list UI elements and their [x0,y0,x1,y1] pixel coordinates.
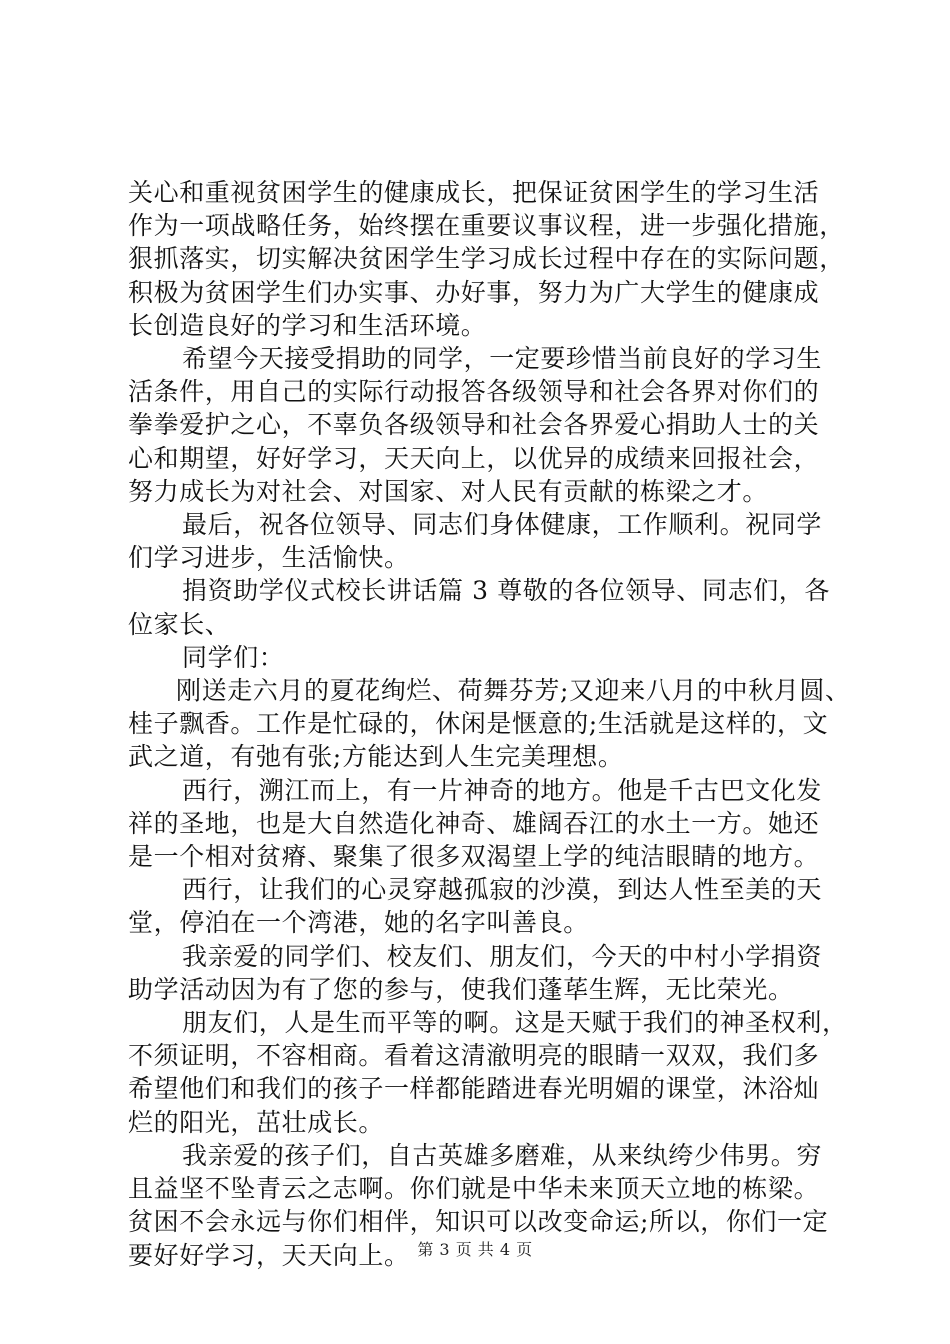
text-line: 我亲爱的孩子们，自古英雄多磨难，从来纨绔少伟男。穷 [182,1140,823,1170]
text-line: 最后，祝各位领导、同志们身体健康，工作顺利。祝同学 [182,510,823,540]
text-line: 桂子飘香。工作是忙碌的，休闲是惬意的;生活就是这样的，文 [128,709,829,739]
text-line: 拳拳爱护之心，不辜负各级领导和社会各界爱心捐助人士的关 [128,410,820,440]
text-line: 捐资助学仪式校长讲话篇 3 尊敬的各位领导、同志们，各 [182,576,831,606]
text-line: 贫困不会永远与你们相伴，知识可以改变命运;所以，你们一定 [128,1207,829,1237]
text-line: 且益坚不坠青云之志啊。你们就是中华未来顶天立地的栋梁。 [128,1174,820,1204]
text-line: 位家长、 [128,609,231,639]
text-line: 努力成长为对社会、对国家、对人民有贡献的栋梁之才。 [128,476,769,506]
text-line: 武之道，有弛有张;方能达到人生完美理想。 [128,742,624,772]
text-line: 西行，让我们的心灵穿越孤寂的沙漠，到达人性至美的天 [182,875,823,905]
text-line: 西行，溯江而上，有一片神奇的地方。他是千古巴文化发 [182,775,823,805]
text-line: 朋友们，人是生而平等的啊。这是天赋于我们的神圣权利， [182,1008,848,1038]
text-line: 堂，停泊在一个湾港，她的名字叫善良。 [128,908,589,938]
text-line: 积极为贫困学生们办实事、办好事，努力为广大学生的健康成 [128,277,820,307]
text-line: 我亲爱的同学们、校友们、朋友们，今天的中村小学捐资 [182,941,823,971]
text-line: 活条件，用自己的实际行动报答各级领导和社会各界对你们的 [128,377,820,407]
text-line: 关心和重视贫困学生的健康成长，把保证贫困学生的学习生活 [128,178,820,207]
text-line: 同学们： [182,642,285,672]
text-line: 是一个相对贫瘠、聚集了很多双渴望上学的纯洁眼睛的地方。 [128,842,820,872]
text-line: 祥的圣地，也是大自然造化神奇、雄阔吞江的水土一方。她还 [128,808,820,838]
text-line: 心和期望，好好学习，天天向上，以优异的成绩来回报社会， [128,443,820,473]
text-line: 希望他们和我们的孩子一样都能踏进春光明媚的课堂，沐浴灿 [128,1074,820,1104]
text-line: 作为一项战略任务，始终摆在重要议事议程，进一步强化措施， [128,211,845,241]
text-line: 长创造良好的学习和生活环境。 [128,310,487,340]
text-line: 烂的阳光，茁壮成长。 [128,1107,385,1137]
text-line: 希望今天接受捐助的同学，一定要珍惜当前良好的学习生 [182,344,823,374]
text-line: 刚送走六月的夏花绚烂、荷舞芬芳;又迎来八月的中秋月圆、 [176,676,851,706]
text-line: 狠抓落实，切实解决贫困学生学习成长过程中存在的实际问题， [128,244,845,274]
document-body [128,176,851,1272]
text-line: 们学习进步，生活愉快。 [128,543,410,573]
text-line: 助学活动因为有了您的参与，使我们蓬荜生辉，无比荣光。 [128,974,794,1004]
text-line: 不须证明，不容相商。看着这清澈明亮的眼睛一双双，我们多 [128,1041,820,1071]
page-number-footer: 第 3 页 共 4 页 [417,1240,533,1259]
text-line: 要好好学习，天天向上。 [128,1240,410,1270]
